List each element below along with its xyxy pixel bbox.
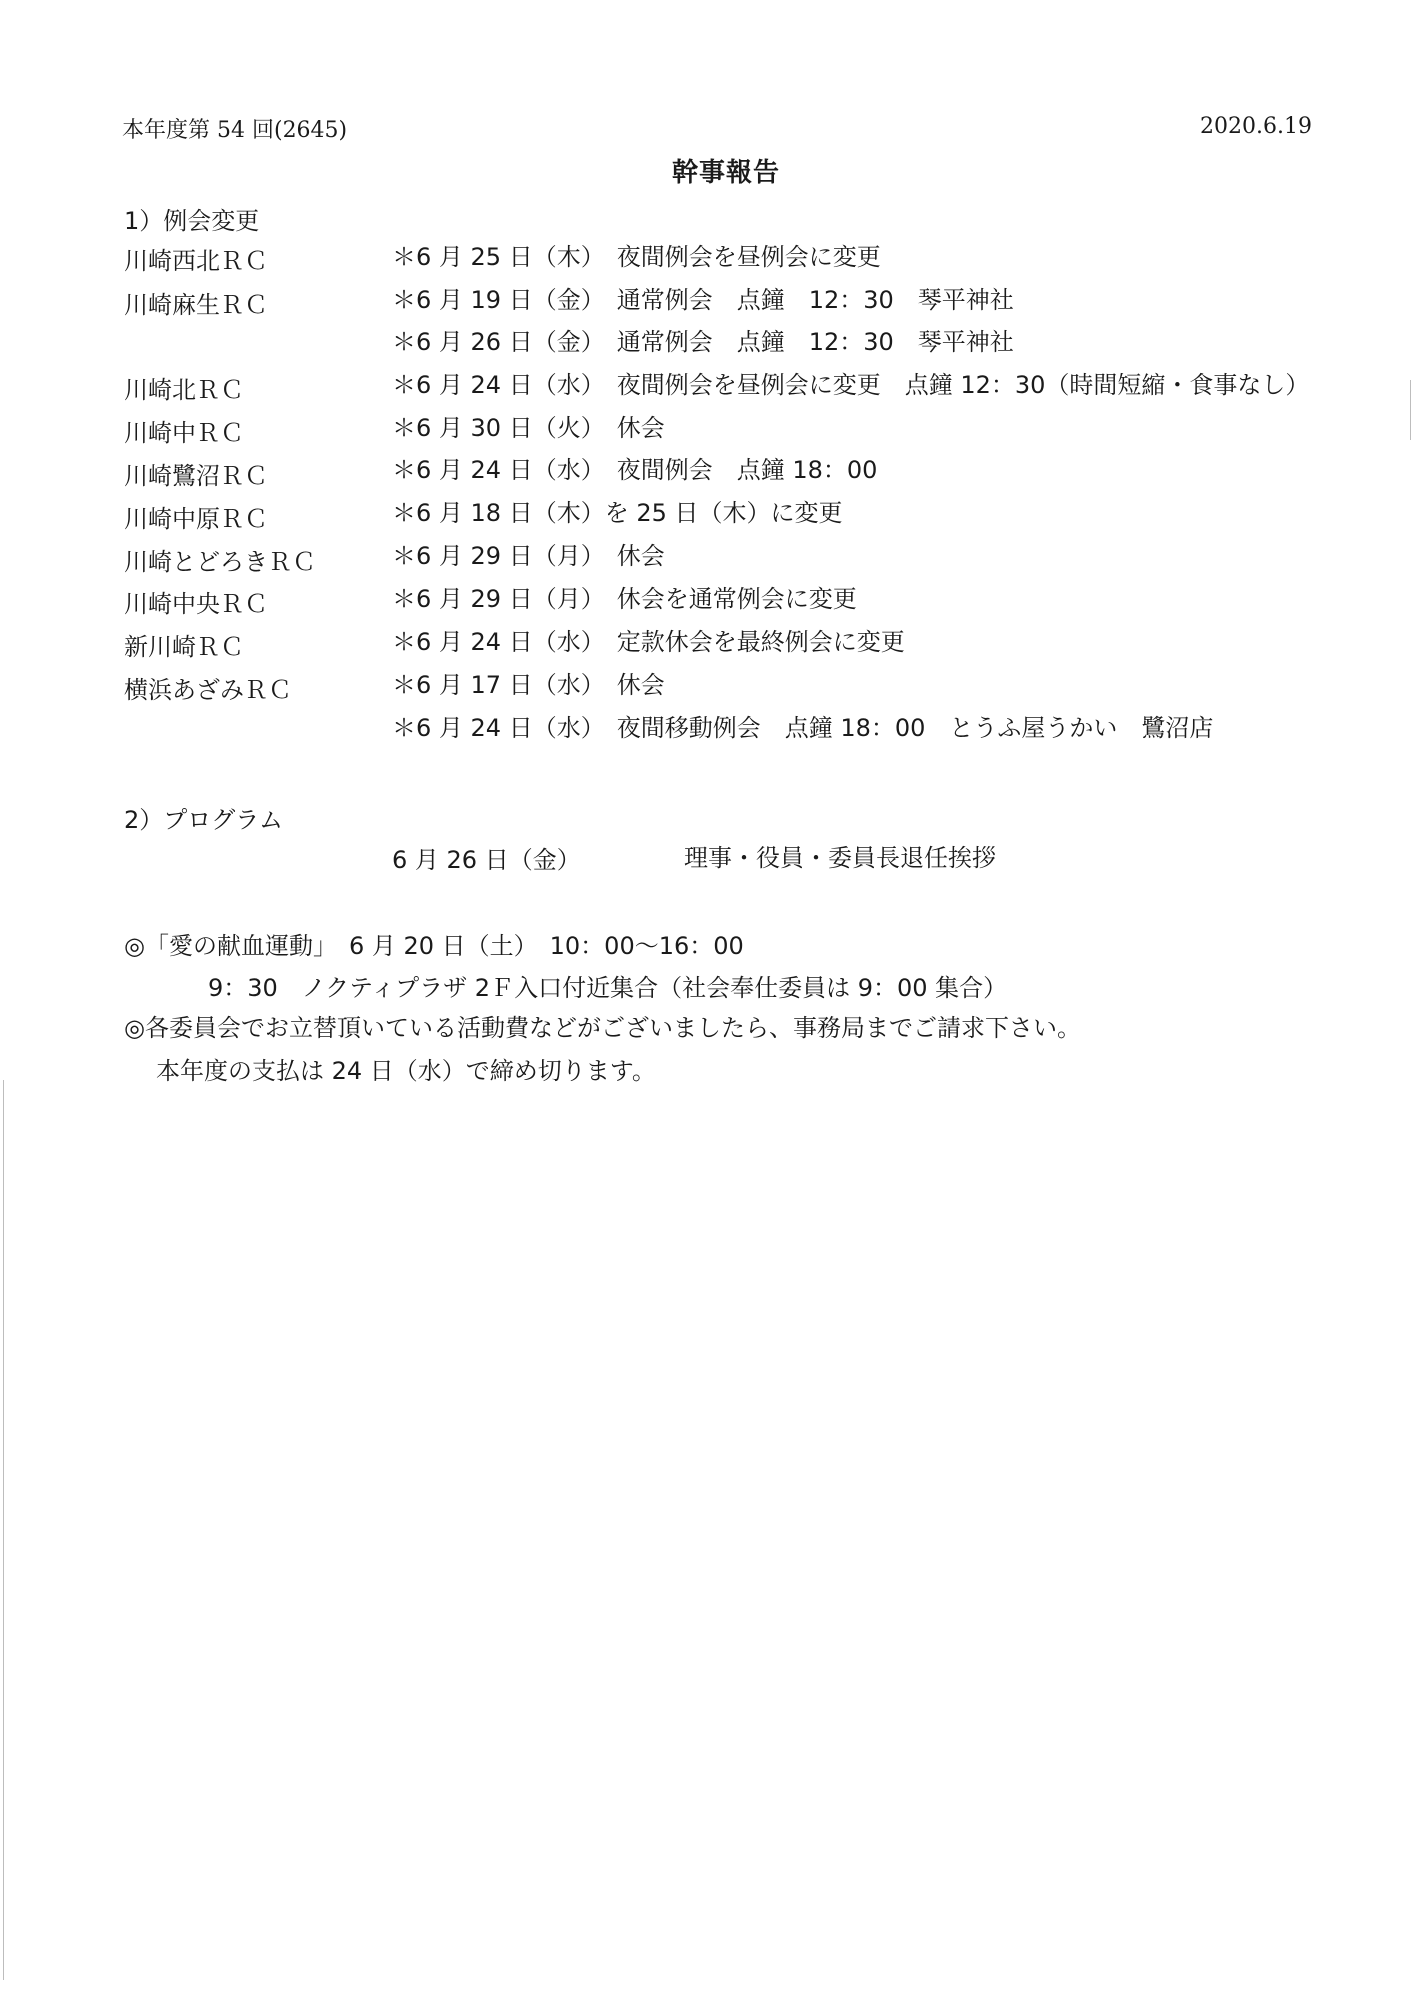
expense-notice: ◎各委員会でお立替頂いている活動費などがございましたら、事務局までご請求下さい。 (124, 1014, 1081, 1042)
list-item: ＊6 月 24 日（水） 夜間例会を昼例会に変更 点鐘 12：30（時間短縮・食事なし） (392, 371, 1310, 399)
club-name: 川崎麻生ＲＣ (124, 291, 268, 319)
list-item: ＊6 月 26 日（金） 通常例会 点鐘 12：30 琴平神社 (392, 328, 1014, 356)
scan-edge-line (3, 1080, 4, 1980)
club-name: 横浜あざみＲＣ (124, 676, 292, 704)
program-date: 6 月 26 日（金） (392, 846, 581, 874)
club-name: 川崎北ＲＣ (124, 376, 244, 404)
club-name: 新川崎ＲＣ (124, 633, 244, 661)
club-name: 川崎中央ＲＣ (124, 590, 268, 618)
page-title: 幹事報告 (672, 158, 781, 188)
meeting-number: 本年度第 54 回(2645) (122, 118, 348, 143)
blood-drive-details: 9：30 ノクティプラザ 2Ｆ入口付近集合（社会奉仕委員は 9：00 集合） (208, 974, 1008, 1002)
list-item: ＊6 月 19 日（金） 通常例会 点鐘 12：30 琴平神社 (392, 286, 1014, 314)
list-item: ＊6 月 24 日（水） 夜間移動例会 点鐘 18：00 とうふ屋うかい 鷺沼店 (392, 714, 1214, 742)
list-item: ＊6 月 29 日（月） 休会 (392, 542, 665, 570)
expense-deadline: 本年度の支払は 24 日（水）で締め切ります。 (156, 1057, 656, 1085)
report-date: 2020.6.19 (1200, 114, 1312, 139)
club-name: 川崎中原ＲＣ (124, 505, 268, 533)
club-name: 川崎西北ＲＣ (124, 247, 268, 275)
scan-edge-line (1410, 380, 1411, 440)
list-item: ＊6 月 24 日（水） 定款休会を最終例会に変更 (392, 628, 905, 656)
list-item: ＊6 月 25 日（木） 夜間例会を昼例会に変更 (392, 243, 881, 271)
section-heading-meeting-changes: 1）例会変更 (124, 207, 260, 235)
club-name: 川崎鷺沼ＲＣ (124, 462, 268, 490)
list-item: ＊6 月 17 日（水） 休会 (392, 671, 665, 699)
program-description: 理事・役員・委員長退任挨拶 (684, 844, 996, 872)
club-name: 川崎中ＲＣ (124, 419, 244, 447)
list-item: ＊6 月 30 日（火） 休会 (392, 414, 665, 442)
list-item: ＊6 月 24 日（水） 夜間例会 点鐘 18：00 (392, 456, 878, 484)
list-item: ＊6 月 18 日（木）を 25 日（木）に変更 (392, 499, 843, 527)
blood-drive-notice: ◎「愛の献血運動」 6 月 20 日（土） 10：00～16：00 (124, 932, 744, 960)
section-heading-program: 2）プログラム (124, 806, 284, 834)
list-item: ＊6 月 29 日（月） 休会を通常例会に変更 (392, 585, 857, 613)
club-name: 川崎とどろきＲＣ (124, 548, 316, 576)
